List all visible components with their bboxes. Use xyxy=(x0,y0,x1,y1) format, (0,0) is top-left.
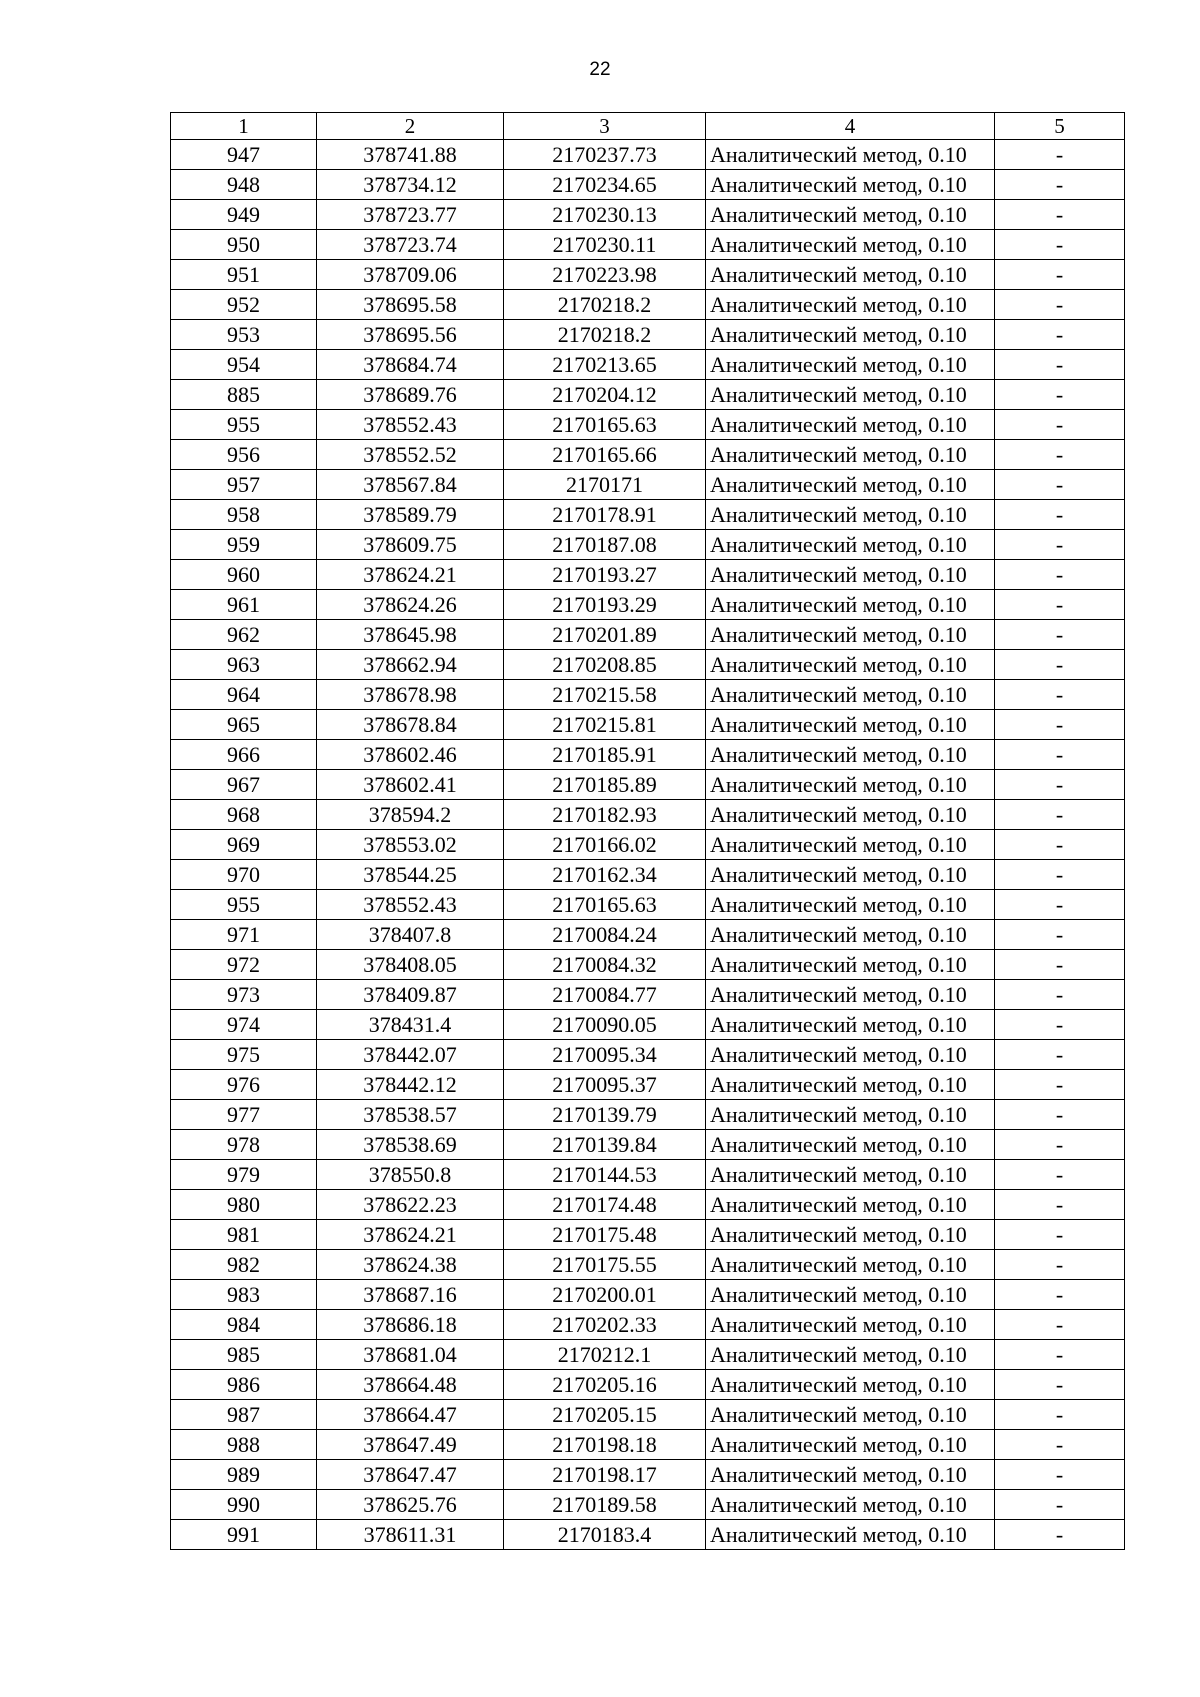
y-coordinate-cell: 2170174.48 xyxy=(504,1190,706,1220)
point-number-cell: 958 xyxy=(171,500,317,530)
y-coordinate-cell: 2170175.48 xyxy=(504,1220,706,1250)
y-coordinate-cell: 2170084.24 xyxy=(504,920,706,950)
note-cell: - xyxy=(995,320,1125,350)
x-coordinate-cell: 378538.57 xyxy=(317,1100,504,1130)
point-number-cell: 976 xyxy=(171,1070,317,1100)
method-cell: Аналитический метод, 0.10 xyxy=(706,590,995,620)
point-number-cell: 885 xyxy=(171,380,317,410)
method-cell: Аналитический метод, 0.10 xyxy=(706,140,995,170)
table-row xyxy=(171,470,1125,500)
point-number-cell: 979 xyxy=(171,1160,317,1190)
method-cell: Аналитический метод, 0.10 xyxy=(706,1070,995,1100)
y-coordinate-cell: 2170193.27 xyxy=(504,560,706,590)
y-coordinate-cell: 2170202.33 xyxy=(504,1310,706,1340)
table-row xyxy=(171,680,1125,710)
note-cell: - xyxy=(995,590,1125,620)
x-coordinate-cell: 378678.98 xyxy=(317,680,504,710)
table-row xyxy=(171,710,1125,740)
x-coordinate-cell: 378624.38 xyxy=(317,1250,504,1280)
x-coordinate-cell: 378552.43 xyxy=(317,890,504,920)
table-row xyxy=(171,1520,1125,1550)
method-cell: Аналитический метод, 0.10 xyxy=(706,260,995,290)
x-coordinate-cell: 378664.47 xyxy=(317,1400,504,1430)
method-cell: Аналитический метод, 0.10 xyxy=(706,1430,995,1460)
point-number-cell: 986 xyxy=(171,1370,317,1400)
note-cell: - xyxy=(995,260,1125,290)
note-cell: - xyxy=(995,1130,1125,1160)
note-cell: - xyxy=(995,560,1125,590)
method-cell: Аналитический метод, 0.10 xyxy=(706,680,995,710)
method-cell: Аналитический метод, 0.10 xyxy=(706,170,995,200)
x-coordinate-cell: 378723.74 xyxy=(317,230,504,260)
y-coordinate-cell: 2170215.81 xyxy=(504,710,706,740)
coordinates-table xyxy=(170,112,1125,1550)
point-number-cell: 968 xyxy=(171,800,317,830)
y-coordinate-cell: 2170178.91 xyxy=(504,500,706,530)
point-number-cell: 982 xyxy=(171,1250,317,1280)
note-cell: - xyxy=(995,1280,1125,1310)
y-coordinate-cell: 2170165.66 xyxy=(504,440,706,470)
x-coordinate-cell: 378625.76 xyxy=(317,1490,504,1520)
x-coordinate-cell: 378589.79 xyxy=(317,500,504,530)
y-coordinate-cell: 2170084.32 xyxy=(504,950,706,980)
y-coordinate-cell: 2170198.18 xyxy=(504,1430,706,1460)
y-coordinate-cell: 2170162.34 xyxy=(504,860,706,890)
point-number-cell: 965 xyxy=(171,710,317,740)
point-number-cell: 991 xyxy=(171,1520,317,1550)
table-row xyxy=(171,290,1125,320)
y-coordinate-cell: 2170139.84 xyxy=(504,1130,706,1160)
point-number-cell: 975 xyxy=(171,1040,317,1070)
method-cell: Аналитический метод, 0.10 xyxy=(706,1460,995,1490)
point-number-cell: 955 xyxy=(171,890,317,920)
table-row xyxy=(171,1220,1125,1250)
table-row xyxy=(171,830,1125,860)
y-coordinate-cell: 2170139.79 xyxy=(504,1100,706,1130)
table-row xyxy=(171,380,1125,410)
x-coordinate-cell: 378695.56 xyxy=(317,320,504,350)
table-row xyxy=(171,1100,1125,1130)
y-coordinate-cell: 2170187.08 xyxy=(504,530,706,560)
method-cell: Аналитический метод, 0.10 xyxy=(706,350,995,380)
table-row xyxy=(171,1070,1125,1100)
note-cell: - xyxy=(995,1190,1125,1220)
x-coordinate-cell: 378409.87 xyxy=(317,980,504,1010)
point-number-cell: 969 xyxy=(171,830,317,860)
point-number-cell: 984 xyxy=(171,1310,317,1340)
method-cell: Аналитический метод, 0.10 xyxy=(706,1100,995,1130)
header-cell-1: 1 xyxy=(171,113,317,140)
method-cell: Аналитический метод, 0.10 xyxy=(706,380,995,410)
table-row xyxy=(171,1280,1125,1310)
x-coordinate-cell: 378645.98 xyxy=(317,620,504,650)
note-cell: - xyxy=(995,950,1125,980)
y-coordinate-cell: 2170205.15 xyxy=(504,1400,706,1430)
y-coordinate-cell: 2170183.4 xyxy=(504,1520,706,1550)
note-cell: - xyxy=(995,890,1125,920)
table-row xyxy=(171,440,1125,470)
method-cell: Аналитический метод, 0.10 xyxy=(706,800,995,830)
method-cell: Аналитический метод, 0.10 xyxy=(706,1280,995,1310)
x-coordinate-cell: 378553.02 xyxy=(317,830,504,860)
point-number-cell: 960 xyxy=(171,560,317,590)
y-coordinate-cell: 2170230.13 xyxy=(504,200,706,230)
table-row xyxy=(171,800,1125,830)
point-number-cell: 971 xyxy=(171,920,317,950)
note-cell: - xyxy=(995,770,1125,800)
x-coordinate-cell: 378552.52 xyxy=(317,440,504,470)
x-coordinate-cell: 378602.41 xyxy=(317,770,504,800)
x-coordinate-cell: 378442.07 xyxy=(317,1040,504,1070)
table-row xyxy=(171,890,1125,920)
note-cell: - xyxy=(995,350,1125,380)
note-cell: - xyxy=(995,200,1125,230)
point-number-cell: 962 xyxy=(171,620,317,650)
y-coordinate-cell: 2170200.01 xyxy=(504,1280,706,1310)
note-cell: - xyxy=(995,1490,1125,1520)
y-coordinate-cell: 2170171 xyxy=(504,470,706,500)
method-cell: Аналитический метод, 0.10 xyxy=(706,1040,995,1070)
y-coordinate-cell: 2170208.85 xyxy=(504,650,706,680)
method-cell: Аналитический метод, 0.10 xyxy=(706,560,995,590)
table-row xyxy=(171,320,1125,350)
page-number: 22 xyxy=(589,59,611,80)
method-cell: Аналитический метод, 0.10 xyxy=(706,1340,995,1370)
method-cell: Аналитический метод, 0.10 xyxy=(706,1250,995,1280)
note-cell: - xyxy=(995,740,1125,770)
table-row xyxy=(171,1460,1125,1490)
note-cell: - xyxy=(995,680,1125,710)
note-cell: - xyxy=(995,1310,1125,1340)
table-row xyxy=(171,590,1125,620)
header-cell-4: 4 xyxy=(706,113,995,140)
point-number-cell: 970 xyxy=(171,860,317,890)
point-number-cell: 953 xyxy=(171,320,317,350)
table-row xyxy=(171,770,1125,800)
method-cell: Аналитический метод, 0.10 xyxy=(706,920,995,950)
note-cell: - xyxy=(995,800,1125,830)
note-cell: - xyxy=(995,290,1125,320)
table-row xyxy=(171,530,1125,560)
note-cell: - xyxy=(995,1370,1125,1400)
point-number-cell: 988 xyxy=(171,1430,317,1460)
y-coordinate-cell: 2170185.91 xyxy=(504,740,706,770)
point-number-cell: 973 xyxy=(171,980,317,1010)
y-coordinate-cell: 2170084.77 xyxy=(504,980,706,1010)
y-coordinate-cell: 2170215.58 xyxy=(504,680,706,710)
x-coordinate-cell: 378538.69 xyxy=(317,1130,504,1160)
method-cell: Аналитический метод, 0.10 xyxy=(706,1130,995,1160)
y-coordinate-cell: 2170189.58 xyxy=(504,1490,706,1520)
table-row xyxy=(171,410,1125,440)
point-number-cell: 963 xyxy=(171,650,317,680)
point-number-cell: 989 xyxy=(171,1460,317,1490)
y-coordinate-cell: 2170230.11 xyxy=(504,230,706,260)
note-cell: - xyxy=(995,980,1125,1010)
method-cell: Аналитический метод, 0.10 xyxy=(706,200,995,230)
note-cell: - xyxy=(995,410,1125,440)
note-cell: - xyxy=(995,1400,1125,1430)
point-number-cell: 955 xyxy=(171,410,317,440)
method-cell: Аналитический метод, 0.10 xyxy=(706,320,995,350)
table-row xyxy=(171,650,1125,680)
method-cell: Аналитический метод, 0.10 xyxy=(706,770,995,800)
point-number-cell: 983 xyxy=(171,1280,317,1310)
table-header-row xyxy=(171,113,1125,140)
point-number-cell: 949 xyxy=(171,200,317,230)
note-cell: - xyxy=(995,1100,1125,1130)
x-coordinate-cell: 378687.16 xyxy=(317,1280,504,1310)
method-cell: Аналитический метод, 0.10 xyxy=(706,1370,995,1400)
x-coordinate-cell: 378689.76 xyxy=(317,380,504,410)
method-cell: Аналитический метод, 0.10 xyxy=(706,710,995,740)
y-coordinate-cell: 2170175.55 xyxy=(504,1250,706,1280)
note-cell: - xyxy=(995,1070,1125,1100)
x-coordinate-cell: 378624.26 xyxy=(317,590,504,620)
x-coordinate-cell: 378567.84 xyxy=(317,470,504,500)
note-cell: - xyxy=(995,620,1125,650)
method-cell: Аналитический метод, 0.10 xyxy=(706,1160,995,1190)
y-coordinate-cell: 2170165.63 xyxy=(504,410,706,440)
y-coordinate-cell: 2170218.2 xyxy=(504,320,706,350)
table-row xyxy=(171,1370,1125,1400)
x-coordinate-cell: 378550.8 xyxy=(317,1160,504,1190)
table-row xyxy=(171,500,1125,530)
table-row xyxy=(171,1040,1125,1070)
x-coordinate-cell: 378678.84 xyxy=(317,710,504,740)
x-coordinate-cell: 378609.75 xyxy=(317,530,504,560)
method-cell: Аналитический метод, 0.10 xyxy=(706,440,995,470)
table-row xyxy=(171,980,1125,1010)
note-cell: - xyxy=(995,1460,1125,1490)
method-cell: Аналитический метод, 0.10 xyxy=(706,230,995,260)
point-number-cell: 950 xyxy=(171,230,317,260)
x-coordinate-cell: 378681.04 xyxy=(317,1340,504,1370)
x-coordinate-cell: 378552.43 xyxy=(317,410,504,440)
table-row xyxy=(171,920,1125,950)
table-row xyxy=(171,1250,1125,1280)
note-cell: - xyxy=(995,1520,1125,1550)
method-cell: Аналитический метод, 0.10 xyxy=(706,500,995,530)
method-cell: Аналитический метод, 0.10 xyxy=(706,740,995,770)
table-row xyxy=(171,230,1125,260)
method-cell: Аналитический метод, 0.10 xyxy=(706,1190,995,1220)
x-coordinate-cell: 378684.74 xyxy=(317,350,504,380)
x-coordinate-cell: 378741.88 xyxy=(317,140,504,170)
table-row xyxy=(171,170,1125,200)
y-coordinate-cell: 2170144.53 xyxy=(504,1160,706,1190)
note-cell: - xyxy=(995,1430,1125,1460)
method-cell: Аналитический метод, 0.10 xyxy=(706,410,995,440)
x-coordinate-cell: 378647.49 xyxy=(317,1430,504,1460)
point-number-cell: 954 xyxy=(171,350,317,380)
note-cell: - xyxy=(995,440,1125,470)
method-cell: Аналитический метод, 0.10 xyxy=(706,290,995,320)
point-number-cell: 959 xyxy=(171,530,317,560)
method-cell: Аналитический метод, 0.10 xyxy=(706,890,995,920)
note-cell: - xyxy=(995,1010,1125,1040)
method-cell: Аналитический метод, 0.10 xyxy=(706,530,995,560)
table-row xyxy=(171,950,1125,980)
note-cell: - xyxy=(995,380,1125,410)
point-number-cell: 972 xyxy=(171,950,317,980)
x-coordinate-cell: 378695.58 xyxy=(317,290,504,320)
point-number-cell: 980 xyxy=(171,1190,317,1220)
method-cell: Аналитический метод, 0.10 xyxy=(706,950,995,980)
y-coordinate-cell: 2170166.02 xyxy=(504,830,706,860)
x-coordinate-cell: 378407.8 xyxy=(317,920,504,950)
method-cell: Аналитический метод, 0.10 xyxy=(706,650,995,680)
method-cell: Аналитический метод, 0.10 xyxy=(706,1490,995,1520)
x-coordinate-cell: 378611.31 xyxy=(317,1520,504,1550)
x-coordinate-cell: 378709.06 xyxy=(317,260,504,290)
point-number-cell: 978 xyxy=(171,1130,317,1160)
table-row xyxy=(171,1160,1125,1190)
method-cell: Аналитический метод, 0.10 xyxy=(706,1220,995,1250)
y-coordinate-cell: 2170205.16 xyxy=(504,1370,706,1400)
x-coordinate-cell: 378734.12 xyxy=(317,170,504,200)
point-number-cell: 974 xyxy=(171,1010,317,1040)
note-cell: - xyxy=(995,1250,1125,1280)
point-number-cell: 961 xyxy=(171,590,317,620)
x-coordinate-cell: 378544.25 xyxy=(317,860,504,890)
note-cell: - xyxy=(995,830,1125,860)
note-cell: - xyxy=(995,1340,1125,1370)
y-coordinate-cell: 2170218.2 xyxy=(504,290,706,320)
table-row xyxy=(171,200,1125,230)
method-cell: Аналитический метод, 0.10 xyxy=(706,1010,995,1040)
note-cell: - xyxy=(995,650,1125,680)
x-coordinate-cell: 378647.47 xyxy=(317,1460,504,1490)
point-number-cell: 981 xyxy=(171,1220,317,1250)
note-cell: - xyxy=(995,860,1125,890)
method-cell: Аналитический метод, 0.10 xyxy=(706,830,995,860)
table-row xyxy=(171,1010,1125,1040)
y-coordinate-cell: 2170234.65 xyxy=(504,170,706,200)
table-row xyxy=(171,1340,1125,1370)
note-cell: - xyxy=(995,500,1125,530)
table-row xyxy=(171,620,1125,650)
point-number-cell: 967 xyxy=(171,770,317,800)
note-cell: - xyxy=(995,1220,1125,1250)
point-number-cell: 951 xyxy=(171,260,317,290)
y-coordinate-cell: 2170213.65 xyxy=(504,350,706,380)
point-number-cell: 985 xyxy=(171,1340,317,1370)
note-cell: - xyxy=(995,470,1125,500)
y-coordinate-cell: 2170095.37 xyxy=(504,1070,706,1100)
method-cell: Аналитический метод, 0.10 xyxy=(706,980,995,1010)
y-coordinate-cell: 2170185.89 xyxy=(504,770,706,800)
header-cell-5: 5 xyxy=(995,113,1125,140)
x-coordinate-cell: 378594.2 xyxy=(317,800,504,830)
x-coordinate-cell: 378723.77 xyxy=(317,200,504,230)
x-coordinate-cell: 378662.94 xyxy=(317,650,504,680)
table-row xyxy=(171,350,1125,380)
table-row xyxy=(171,560,1125,590)
table-row xyxy=(171,1130,1125,1160)
table-row xyxy=(171,1430,1125,1460)
x-coordinate-cell: 378686.18 xyxy=(317,1310,504,1340)
point-number-cell: 977 xyxy=(171,1100,317,1130)
table-row xyxy=(171,1190,1125,1220)
note-cell: - xyxy=(995,1040,1125,1070)
note-cell: - xyxy=(995,230,1125,260)
header-cell-2: 2 xyxy=(317,113,504,140)
note-cell: - xyxy=(995,170,1125,200)
y-coordinate-cell: 2170182.93 xyxy=(504,800,706,830)
y-coordinate-cell: 2170198.17 xyxy=(504,1460,706,1490)
note-cell: - xyxy=(995,920,1125,950)
point-number-cell: 957 xyxy=(171,470,317,500)
table-row xyxy=(171,740,1125,770)
point-number-cell: 947 xyxy=(171,140,317,170)
table-row xyxy=(171,860,1125,890)
x-coordinate-cell: 378624.21 xyxy=(317,1220,504,1250)
x-coordinate-cell: 378664.48 xyxy=(317,1370,504,1400)
method-cell: Аналитический метод, 0.10 xyxy=(706,470,995,500)
method-cell: Аналитический метод, 0.10 xyxy=(706,1520,995,1550)
x-coordinate-cell: 378622.23 xyxy=(317,1190,504,1220)
table-row xyxy=(171,260,1125,290)
y-coordinate-cell: 2170090.05 xyxy=(504,1010,706,1040)
method-cell: Аналитический метод, 0.10 xyxy=(706,620,995,650)
x-coordinate-cell: 378408.05 xyxy=(317,950,504,980)
note-cell: - xyxy=(995,530,1125,560)
table-row xyxy=(171,1490,1125,1520)
note-cell: - xyxy=(995,140,1125,170)
method-cell: Аналитический метод, 0.10 xyxy=(706,1400,995,1430)
note-cell: - xyxy=(995,1160,1125,1190)
note-cell: - xyxy=(995,710,1125,740)
point-number-cell: 990 xyxy=(171,1490,317,1520)
header-cell-3: 3 xyxy=(504,113,706,140)
y-coordinate-cell: 2170165.63 xyxy=(504,890,706,920)
y-coordinate-cell: 2170193.29 xyxy=(504,590,706,620)
point-number-cell: 948 xyxy=(171,170,317,200)
point-number-cell: 966 xyxy=(171,740,317,770)
point-number-cell: 964 xyxy=(171,680,317,710)
x-coordinate-cell: 378442.12 xyxy=(317,1070,504,1100)
y-coordinate-cell: 2170095.34 xyxy=(504,1040,706,1070)
point-number-cell: 956 xyxy=(171,440,317,470)
table-row xyxy=(171,140,1125,170)
point-number-cell: 987 xyxy=(171,1400,317,1430)
x-coordinate-cell: 378624.21 xyxy=(317,560,504,590)
x-coordinate-cell: 378602.46 xyxy=(317,740,504,770)
method-cell: Аналитический метод, 0.10 xyxy=(706,1310,995,1340)
y-coordinate-cell: 2170212.1 xyxy=(504,1340,706,1370)
y-coordinate-cell: 2170201.89 xyxy=(504,620,706,650)
y-coordinate-cell: 2170237.73 xyxy=(504,140,706,170)
x-coordinate-cell: 378431.4 xyxy=(317,1010,504,1040)
point-number-cell: 952 xyxy=(171,290,317,320)
table-body xyxy=(171,113,1125,1550)
y-coordinate-cell: 2170223.98 xyxy=(504,260,706,290)
table-row xyxy=(171,1400,1125,1430)
table-row xyxy=(171,1310,1125,1340)
y-coordinate-cell: 2170204.12 xyxy=(504,380,706,410)
method-cell: Аналитический метод, 0.10 xyxy=(706,860,995,890)
